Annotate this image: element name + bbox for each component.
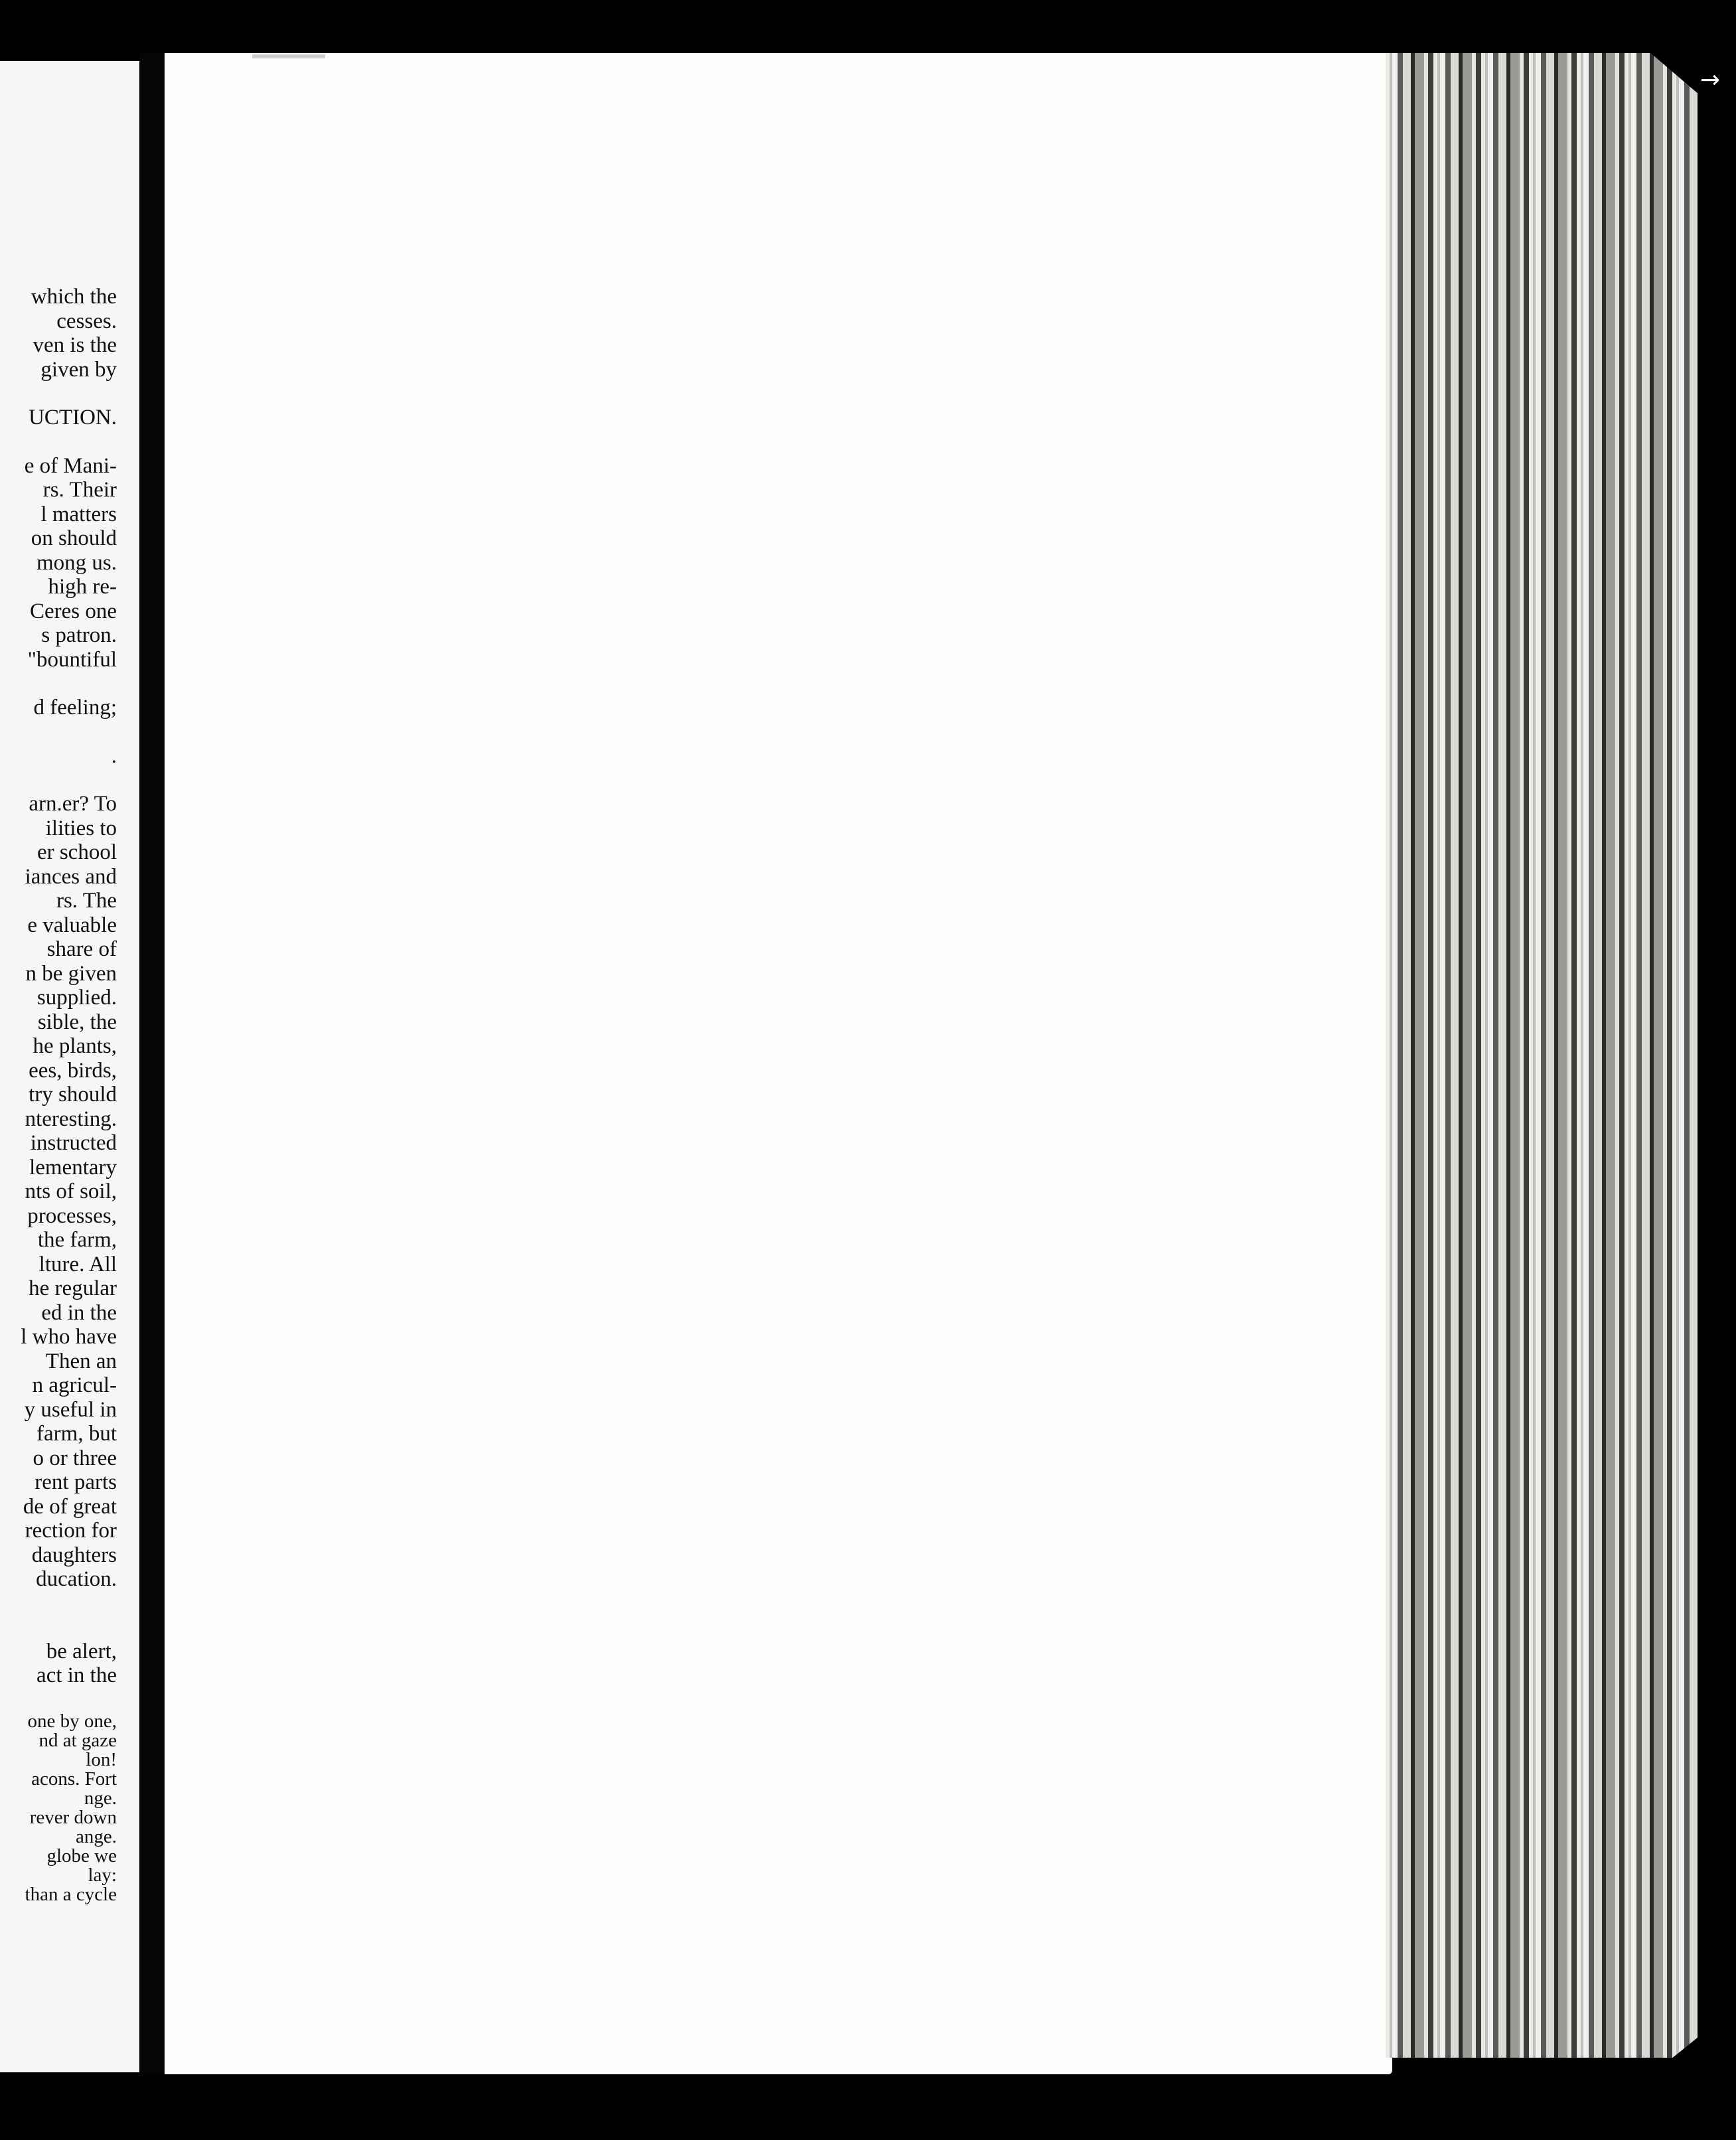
left-page-line: rection for — [25, 1519, 117, 1543]
left-page-line: "bountiful — [27, 647, 117, 672]
left-page-line: rs. The — [56, 889, 117, 913]
left-page-line: globe we — [46, 1845, 117, 1867]
left-page-line: nge. — [84, 1787, 117, 1809]
left-page-line: n be given — [25, 961, 117, 986]
left-page — [0, 61, 139, 2072]
left-page-line: he regular — [29, 1276, 117, 1300]
book-gutter — [139, 53, 165, 2074]
left-page-line: instructed — [30, 1131, 117, 1155]
left-page-line: . — [111, 743, 117, 768]
left-page-line: n agricul- — [32, 1373, 117, 1397]
left-page-line: l who have — [21, 1325, 117, 1349]
left-page-line: y useful in — [24, 1397, 117, 1422]
left-page-line: lon! — [86, 1748, 117, 1770]
left-page-line: UCTION. — [29, 406, 117, 429]
left-page-line: one by one, — [27, 1710, 117, 1732]
left-page-line: arn.er? To — [29, 792, 117, 816]
left-page-line: lementary — [29, 1155, 117, 1180]
left-page-line: ducation. — [36, 1567, 117, 1591]
left-page-line: cesses. — [56, 309, 117, 333]
left-page-line: nteresting. — [25, 1107, 117, 1131]
left-page-line: mong us. — [36, 550, 117, 575]
left-page-line — [0, 720, 117, 744]
left-page-line: iances and — [25, 864, 117, 889]
top-edge-mark — [252, 54, 325, 58]
left-page-line: which the — [31, 285, 117, 309]
left-page-line: act in the — [36, 1663, 117, 1687]
left-page-line: rever down — [29, 1806, 117, 1828]
left-page-line: the farm, — [37, 1228, 117, 1252]
left-page-line: o or three — [33, 1446, 117, 1470]
left-page-line: nd at gaze — [38, 1729, 117, 1751]
left-page-line: Then an — [45, 1349, 117, 1373]
left-page-line: d feeling; — [33, 696, 117, 720]
left-page-line — [0, 382, 117, 406]
corner-mark: → — [1700, 66, 1720, 94]
left-page-line: try should — [29, 1083, 117, 1107]
page-edges — [1386, 53, 1698, 2058]
left-page-line: be alert, — [46, 1639, 117, 1663]
left-page-line: sible, the — [37, 1010, 117, 1034]
left-page-line — [0, 1616, 117, 1640]
left-page-line: ven is the — [33, 333, 117, 357]
left-page-line: rent parts — [35, 1470, 117, 1494]
left-page-line: acons. Fort — [31, 1768, 117, 1790]
left-page-line: e valuable — [27, 913, 117, 937]
left-page-line: de of great — [23, 1494, 117, 1519]
left-page-line: ees, birds, — [29, 1058, 117, 1083]
right-page-blank — [165, 53, 1392, 2074]
left-page-line: supplied. — [36, 986, 117, 1010]
left-page-line: ilities to — [45, 816, 117, 840]
left-page-line: ange. — [76, 1825, 117, 1847]
left-page-line: processes, — [27, 1203, 117, 1228]
left-page-line — [0, 430, 117, 454]
left-page-line: lture. All — [38, 1252, 117, 1276]
left-page-line: lay: — [88, 1864, 117, 1886]
left-page-line: e of Mani- — [24, 453, 117, 478]
left-page-line: daughters — [31, 1543, 117, 1567]
left-page-line: l matters — [40, 502, 117, 526]
left-page-line: Ceres one — [29, 599, 117, 623]
left-page-line: he plants, — [33, 1034, 117, 1058]
left-page-line: share of — [46, 937, 117, 961]
left-page-line: ed in the — [41, 1300, 117, 1325]
left-page-line: er school — [36, 840, 117, 864]
left-page-line — [0, 672, 117, 696]
left-page-line: farm, but — [36, 1422, 117, 1446]
left-page-line: s patron. — [41, 623, 117, 647]
left-page-text — [0, 285, 117, 1904]
left-page-line — [0, 768, 117, 792]
left-page-line: given by — [40, 357, 117, 382]
left-page-line: nts of soil, — [25, 1180, 117, 1203]
left-page-line: high re- — [48, 575, 117, 599]
left-page-line — [0, 1688, 117, 1712]
left-page-line: on should — [31, 526, 117, 550]
left-page-line — [0, 1592, 117, 1616]
left-page-line: rs. Their — [42, 478, 117, 502]
left-page-line: than a cycle — [25, 1883, 117, 1905]
